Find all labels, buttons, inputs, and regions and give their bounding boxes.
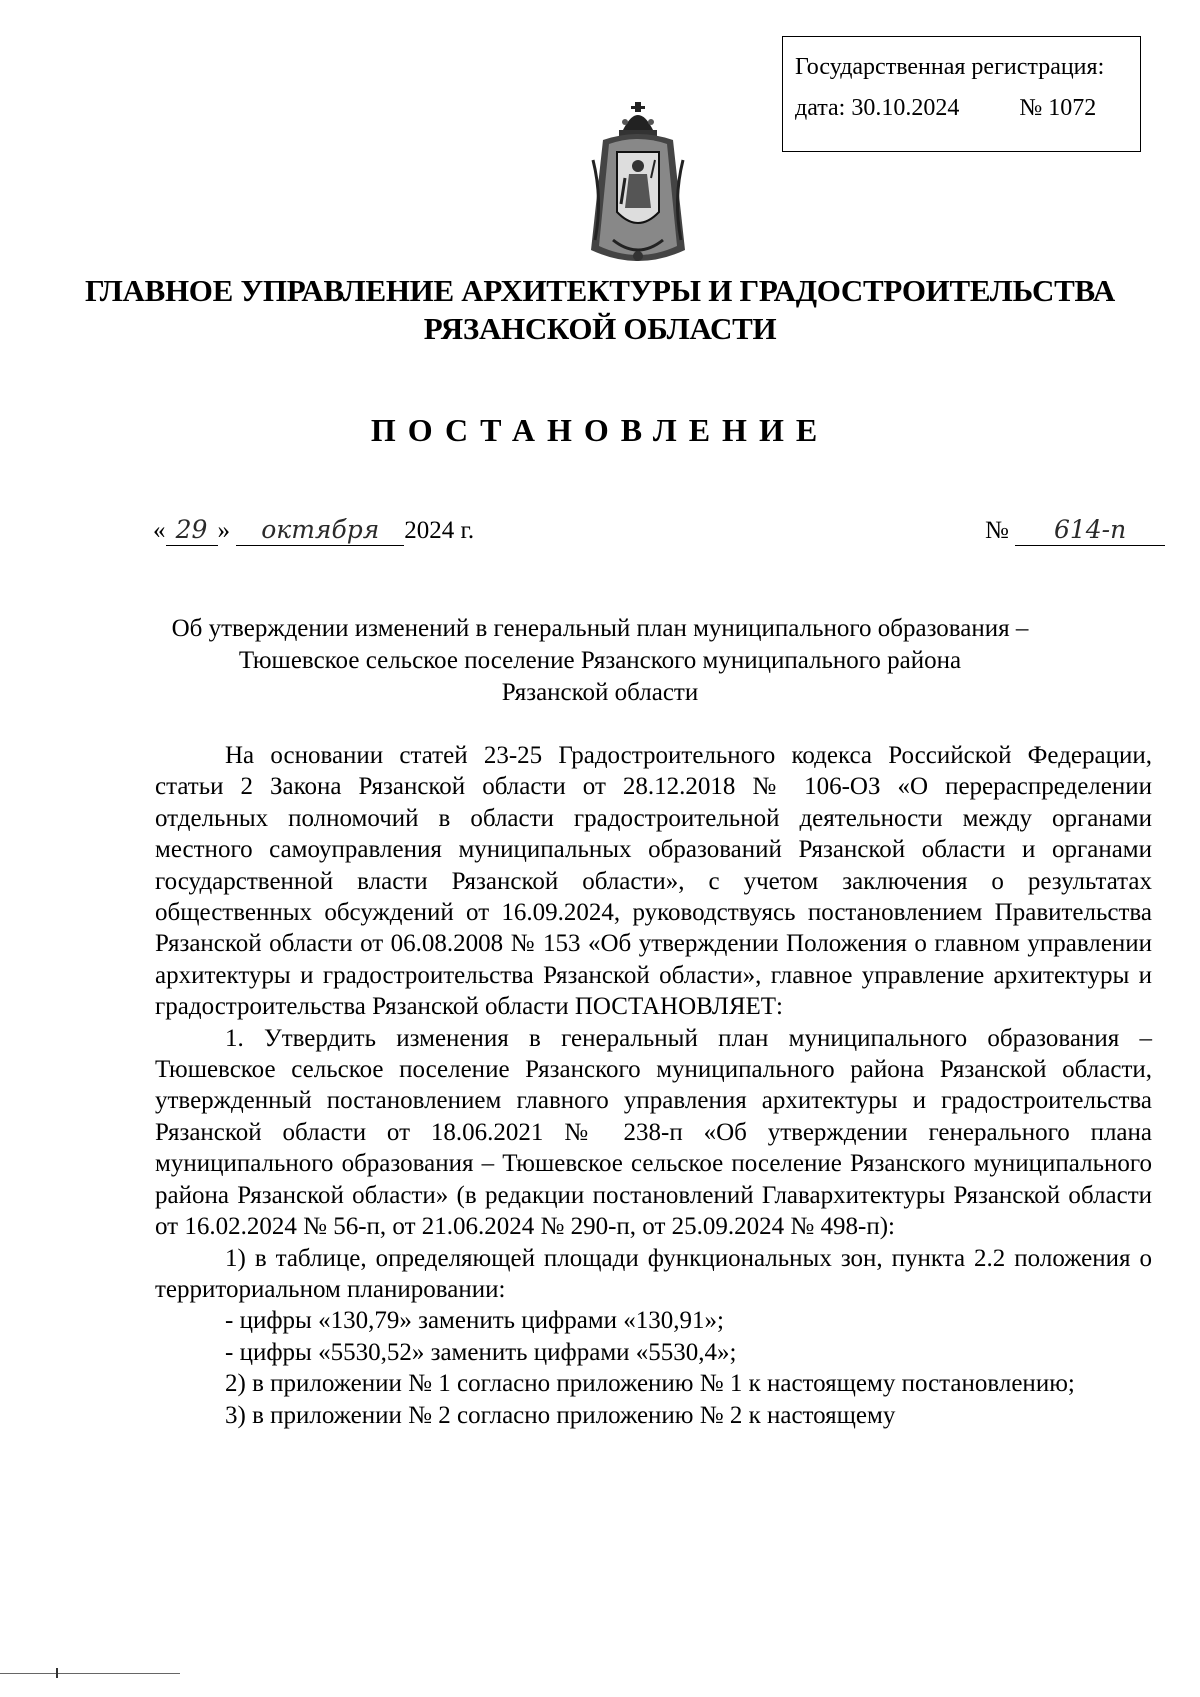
document-subject [0,613,1200,709]
document-number-handwritten: 614-п [1015,515,1165,546]
body-paragraph-replace-1: - цифры «130,79» заменить цифрами «130,91»; [225,1307,724,1335]
date-open-quote: « [153,517,166,544]
body-paragraph-replace-2: - цифры «5530,52» заменить цифрами «5530,4»; [225,1338,737,1366]
body-paragraph-subitem-1: 1) в таблице, определяющей площади функциональных зон, пункта 2.2 положения о территориальном планировании: [155,1244,1152,1303]
body-paragraph-subitem-2: 2) в приложении № 1 согласно приложению № 1 к настоящему постановлению; [225,1370,1075,1398]
subject-line1: Об утверждении изменений в генеральный план муниципального образования – [171,615,1029,642]
document-number [985,515,1165,546]
scan-edge-line [0,1673,180,1674]
date-day-handwritten: 29 [166,515,218,546]
subject-line2: Тюшевское сельское поселение Рязанского муниципального района [238,647,962,674]
ryazan-coat-of-arms-icon [583,100,693,272]
subject-line3: Рязанской области [501,679,699,706]
date-year: 2024 г. [404,517,475,544]
registration-number: № 1072 [1019,94,1097,121]
document-number-prefix: № [985,517,1009,544]
organization-name [0,272,1200,348]
body-paragraph-item-1: 1. Утвердить изменения в генеральный план муниципального образования – Тюшевское сельское поселение Рязанского муниципального района Рязанской области, утвержденный постановлением главного управления архитектуры и градостроительства Рязанской области от 18.06.2021 № 238-п «Об утверждении генерального плана муниципального образования – Тюшевское сельское поселение Рязанского муниципального района Рязанской области» (в редакции постановлений Главархитектуры Рязанской области от 16.02.2024 № 56-п, от 21.06.2024 № 290-п, от 25.09.2024 № 498-п): [155,1024,1152,1241]
scan-edge-tick [56,1668,58,1678]
date-close-quote: » [217,517,230,544]
document-date [153,515,474,546]
body-paragraph-subitem-3: 3) в приложении № 2 согласно приложению № 2 к настоящему [225,1401,896,1429]
body-paragraph-preamble: На основании статей 23-25 Градостроительного кодекса Российской Федерации, статьи 2 Закона Рязанской области от 28.12.2018 № 106-ОЗ «О перераспределении отдельных полномочий в области градостроительной деятельности между органами местного самоуправления муниципальных образований Рязанской области и органами государственной власти Рязанской области», с учетом заключения о результатах общественных обсуждений от 16.09.2024, руководствуясь постановлением Правительства Рязанской области от 06.08.2008 № 153 «Об утверждении Положения о главном управлении архитектуры и градостроительства Рязанской области», главное управление архитектуры и градостроительства Рязанской области ПОСТАНОВЛЯЕТ: [155,742,1152,1021]
organization-name-line1: ГЛАВНОЕ УПРАВЛЕНИЕ АРХИТЕКТУРЫ И ГРАДОСТРОИТЕЛЬСТВА [84,273,1115,308]
registration-date: дата: 30.10.2024 [795,94,960,121]
registration-heading: Государственная регистрация: [795,54,1105,80]
organization-name-line2: РЯЗАНСКОЙ ОБЛАСТИ [423,311,777,346]
date-month-handwritten: октября [236,515,404,546]
document-type-title: ПОСТАНОВЛЕНИЕ [370,412,830,448]
registration-details [795,94,1140,123]
document-body [155,740,1152,1431]
registration-stamp-box [782,36,1141,152]
